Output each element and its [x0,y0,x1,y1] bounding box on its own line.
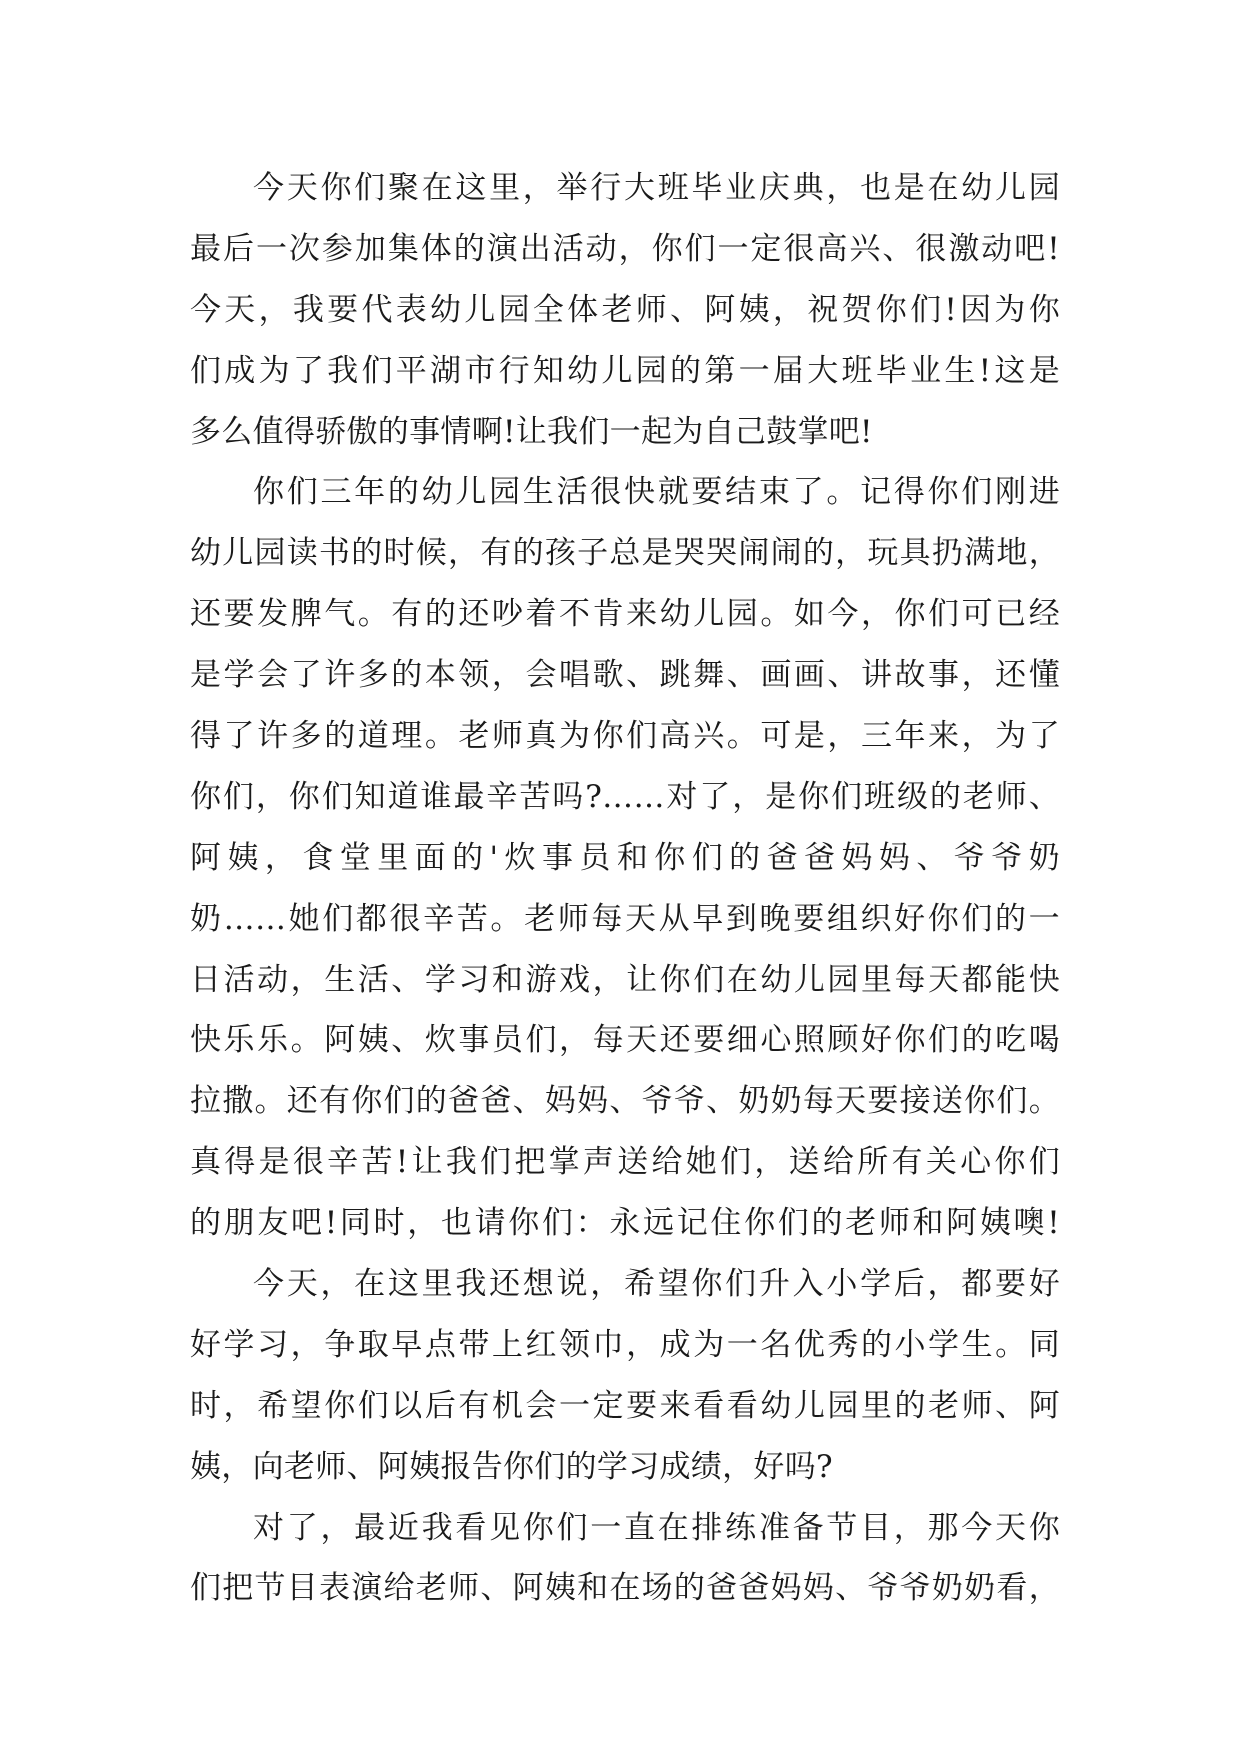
text-line: 还要发脾气。有的还吵着不肯来幼儿园。如今，你们可已经 [190,596,1060,633]
text-line: 你们，你们知道谁最辛苦吗?……对了，是你们班级的老师、 [190,778,1060,815]
text-line: 你们三年的幼儿园生活很快就要结束了。记得你们刚进 [253,474,1060,511]
text-line: 今天你们聚在这里，举行大班毕业庆典，也是在幼儿园 [253,170,1060,206]
text-line: 真得是很辛苦!让我们把掌声送给她们，送给所有关心你们 [190,1144,1060,1181]
text-line: 对了，最近我看见你们一直在排练准备节目，那今天你 [253,1509,1060,1546]
text-line: 日活动，生活、学习和游戏，让你们在幼儿园里每天都能快 [190,961,1060,998]
document-body [190,158,1060,1619]
text-line: 的朋友吧!同时，也请你们：永远记住你们的老师和阿姨噢! [190,1205,1060,1242]
text-line: 幼儿园读书的时候，有的孩子总是哭哭闹闹的，玩具扔满地， [190,535,1060,572]
text-line: 们成为了我们平湖市行知幼儿园的第一届大班毕业生!这是 [190,352,1060,389]
text-line: 奶……她们都很辛苦。老师每天从早到晚要组织好你们的一 [190,900,1060,937]
text-line: 拉撒。还有你们的爸爸、妈妈、爷爷、奶奶每天要接送你们。 [190,1083,1060,1120]
text-line: 快乐乐。阿姨、炊事员们，每天还要细心照顾好你们的吃喝 [190,1022,1060,1059]
text-line: 姨，向老师、阿姨报告你们的学习成绩，好吗? [190,1448,833,1485]
text-line: 今天，在这里我还想说，希望你们升入小学后，都要好 [253,1266,1060,1303]
text-line: 阿姨，食堂里面的'炊事员和你们的爸爸妈妈、爷爷奶 [190,839,1060,876]
text-line: 得了许多的道理。老师真为你们高兴。可是，三年来，为了 [190,718,1060,755]
text-line: 好学习，争取早点带上红领巾，成为一名优秀的小学生。同 [190,1326,1060,1363]
text-line: 最后一次参加集体的演出活动，你们一定很高兴、很激动吧! [190,230,1060,267]
text-line: 是学会了许多的本领，会唱歌、跳舞、画画、讲故事，还懂 [190,657,1060,694]
text-line: 多么值得骄傲的事情啊!让我们一起为自己鼓掌吧! [190,413,873,450]
text-line: 今天，我要代表幼儿园全体老师、阿姨，祝贺你们!因为你 [190,291,1060,328]
text-line: 们把节目表演给老师、阿姨和在场的爸爸妈妈、爷爷奶奶看， [190,1570,1060,1607]
text-line: 时，希望你们以后有机会一定要来看看幼儿园里的老师、阿 [190,1387,1060,1424]
